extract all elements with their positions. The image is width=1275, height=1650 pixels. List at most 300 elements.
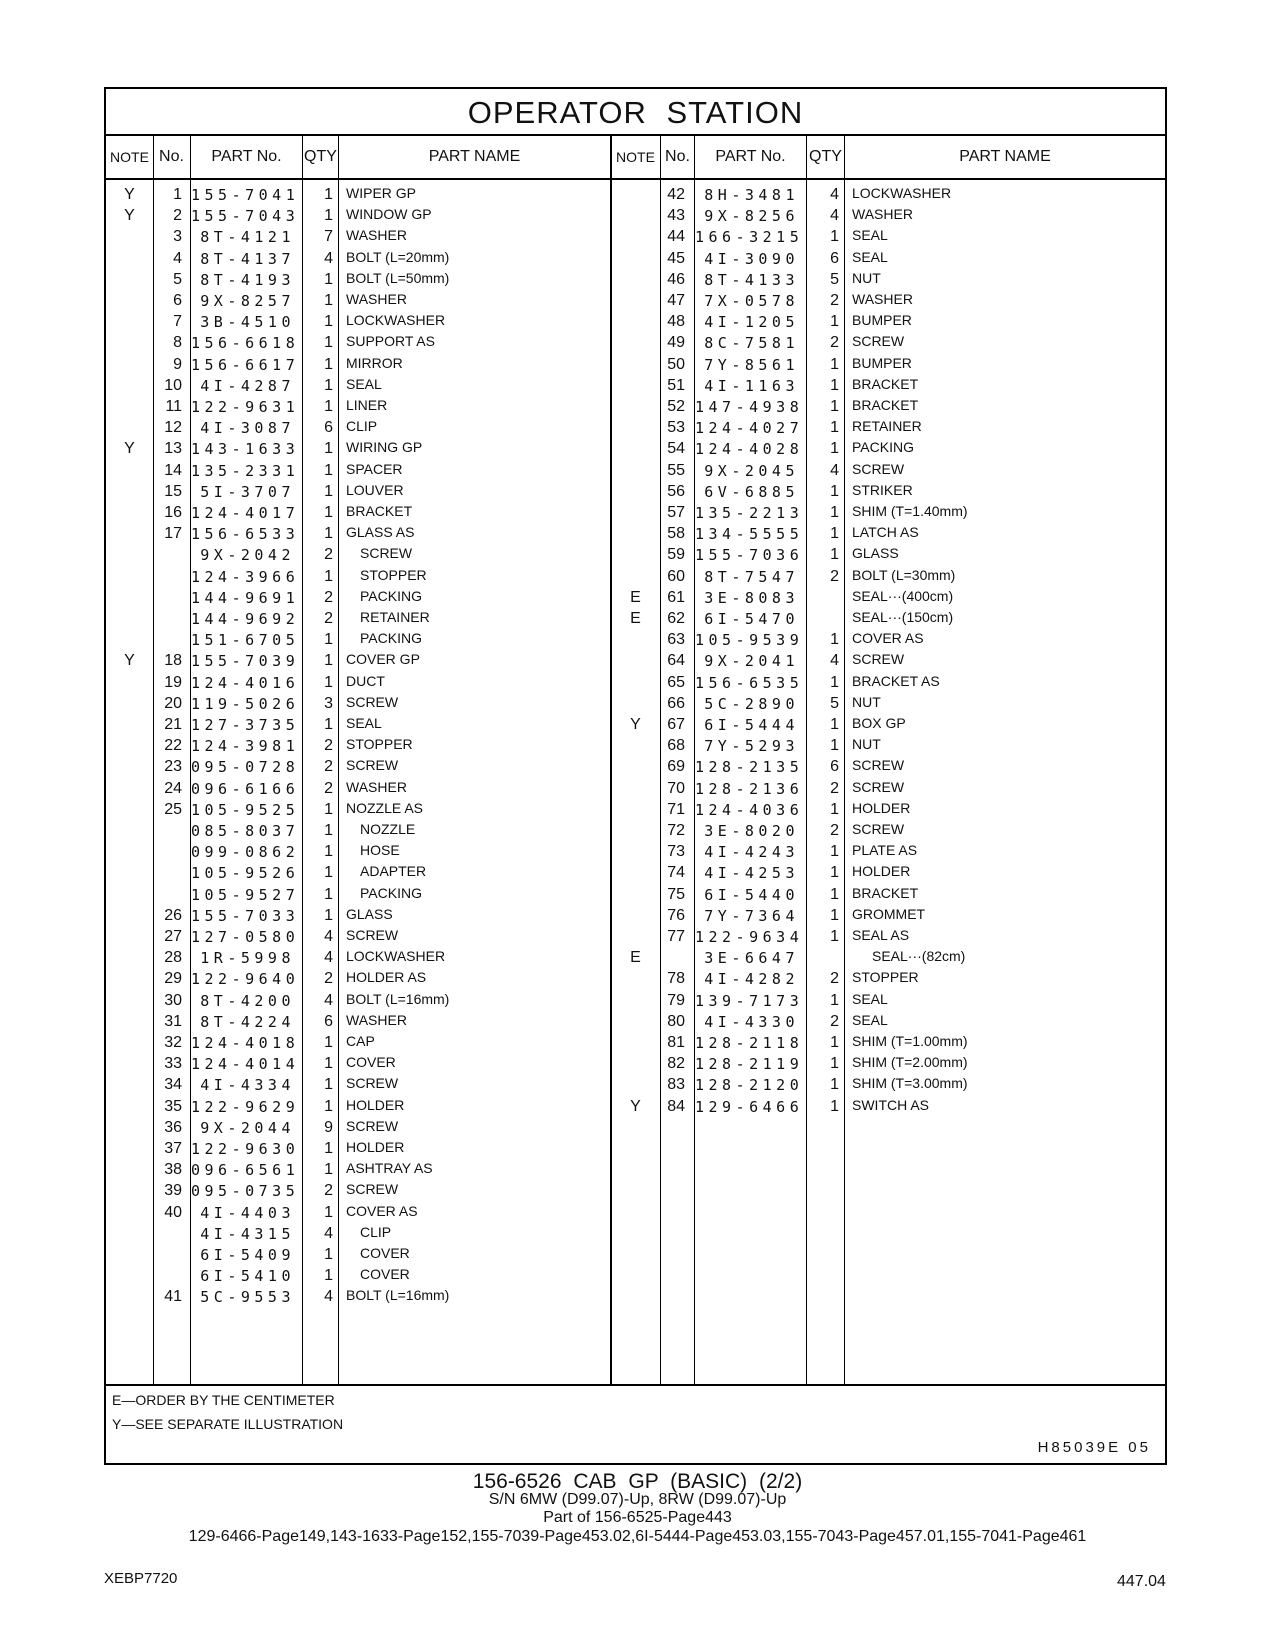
row-part-name: RETAINER bbox=[852, 418, 922, 435]
caption-title: 156-6526 CAB GP (BASIC) (2/2) bbox=[472, 1470, 803, 1493]
row-quantity: 1 bbox=[324, 355, 333, 373]
row-note bbox=[106, 990, 153, 1012]
row-part-name: CLIP bbox=[346, 418, 378, 435]
row-part-name: HOLDER bbox=[852, 799, 911, 816]
row-part-name: PACKING bbox=[852, 439, 914, 456]
row-part-name: SEAL bbox=[346, 375, 382, 392]
parts-list-body bbox=[106, 180, 1165, 1380]
row-number bbox=[154, 862, 182, 884]
row-number bbox=[154, 544, 182, 566]
row-number: 52 bbox=[667, 398, 685, 415]
row-number: 13 bbox=[164, 440, 182, 458]
row-quantity: 4 bbox=[830, 207, 839, 225]
row-number: 83 bbox=[667, 1076, 685, 1094]
row-quantity: 1 bbox=[324, 843, 333, 861]
row-quantity: 1 bbox=[324, 186, 333, 203]
row-part-name: WASHER bbox=[346, 291, 407, 307]
row-quantity bbox=[807, 608, 839, 630]
row-part-number: 155-7043 bbox=[191, 207, 300, 226]
row-part-name: LATCH AS bbox=[852, 524, 919, 541]
row-note bbox=[106, 778, 153, 800]
row-quantity: 1 bbox=[324, 822, 333, 839]
row-quantity: 1 bbox=[324, 567, 333, 585]
row-note bbox=[106, 693, 153, 715]
illustration-code: H85039E 05 bbox=[1037, 1439, 1151, 1456]
row-part-name: SUPPORT AS bbox=[346, 333, 435, 350]
row-quantity: 1 bbox=[830, 1076, 839, 1094]
row-note bbox=[106, 226, 153, 248]
row-part-name: SHIM (T=2.00mm) bbox=[852, 1054, 968, 1071]
row-number: 39 bbox=[164, 1182, 182, 1200]
row-part-name: WIRING GP bbox=[346, 439, 423, 456]
row-part-name: HOSE bbox=[360, 842, 400, 859]
row-note: Y bbox=[124, 207, 135, 225]
row-part-number: 5I-3707 bbox=[200, 482, 295, 501]
row-quantity: 1 bbox=[324, 207, 333, 225]
row-quantity: 2 bbox=[830, 822, 839, 839]
row-part-name: GLASS AS bbox=[346, 524, 415, 541]
row-quantity: 1 bbox=[830, 716, 839, 733]
row-part-number: 8T-4137 bbox=[200, 249, 295, 268]
row-number: 81 bbox=[667, 1034, 685, 1051]
row-number: 9 bbox=[173, 355, 182, 373]
row-number: 21 bbox=[164, 716, 182, 733]
row-note bbox=[106, 417, 153, 439]
row-part-number: 9X-2044 bbox=[200, 1118, 295, 1137]
row-part-name: PACKING bbox=[360, 587, 422, 604]
row-part-number: 134-5555 bbox=[695, 525, 804, 544]
row-part-number: 124-4036 bbox=[695, 800, 804, 819]
row-part-name: BOX GP bbox=[852, 715, 906, 731]
row-number: 71 bbox=[667, 800, 685, 818]
row-part-number: 122-9640 bbox=[191, 970, 300, 989]
row-number: 14 bbox=[164, 461, 182, 479]
row-part-name: WASHER bbox=[852, 206, 913, 223]
row-quantity: 6 bbox=[830, 758, 839, 776]
row-part-number: 6I-5444 bbox=[704, 716, 799, 734]
footnote-y: Y—SEE SEPARATE ILLUSTRATION bbox=[112, 1416, 344, 1432]
row-quantity: 1 bbox=[324, 1140, 333, 1157]
row-note bbox=[106, 1053, 153, 1075]
row-part-number: 7Y-5293 bbox=[704, 737, 799, 756]
row-number: 58 bbox=[667, 525, 685, 543]
row-note bbox=[611, 672, 660, 694]
row-quantity: 7 bbox=[324, 228, 333, 246]
row-part-name: SEAL bbox=[852, 1011, 888, 1028]
row-part-number: 122-9630 bbox=[191, 1140, 300, 1158]
row-part-number: 099-0862 bbox=[191, 843, 300, 862]
row-note: Y bbox=[630, 1097, 641, 1115]
row-number: 33 bbox=[164, 1055, 182, 1073]
row-part-name: HOLDER AS bbox=[346, 969, 427, 986]
row-number: 51 bbox=[667, 376, 685, 394]
row-part-number: 8T-4200 bbox=[200, 991, 295, 1010]
row-note bbox=[106, 1138, 153, 1160]
row-quantity: 1 bbox=[324, 885, 333, 903]
row-part-name: COVER AS bbox=[852, 630, 924, 647]
row-note bbox=[106, 502, 153, 524]
row-note bbox=[106, 714, 153, 736]
row-part-name: BUMPER bbox=[852, 354, 912, 371]
row-part-number: 5C-2890 bbox=[704, 694, 799, 713]
row-quantity: 1 bbox=[830, 673, 839, 691]
row-note bbox=[611, 354, 660, 376]
row-number: 65 bbox=[667, 673, 685, 691]
row-part-name: BRACKET AS bbox=[852, 672, 940, 689]
row-quantity: 2 bbox=[830, 779, 839, 797]
row-part-name: SCREW bbox=[346, 1181, 399, 1198]
row-note bbox=[106, 1265, 153, 1287]
row-part-name: WIPER GP bbox=[346, 185, 417, 201]
row-part-number: 9X-2042 bbox=[200, 546, 295, 565]
row-number: 57 bbox=[667, 504, 685, 521]
row-number: 22 bbox=[164, 737, 182, 755]
row-note bbox=[106, 375, 153, 397]
row-part-number: 4I-3087 bbox=[200, 419, 295, 438]
row-part-number: 095-0728 bbox=[191, 758, 300, 777]
row-note bbox=[611, 184, 660, 206]
row-number: 19 bbox=[164, 673, 182, 691]
row-part-name: RETAINER bbox=[360, 609, 430, 625]
row-part-name: PACKING bbox=[360, 630, 422, 647]
row-part-name: NUT bbox=[852, 693, 881, 710]
row-note bbox=[106, 1223, 153, 1245]
row-part-number: 085-8037 bbox=[191, 822, 300, 840]
row-part-number: 119-5026 bbox=[191, 694, 300, 713]
row-part-name: SCREW bbox=[852, 460, 905, 477]
row-part-number: 4I-4282 bbox=[704, 970, 799, 989]
row-number: 35 bbox=[164, 1097, 182, 1115]
row-note bbox=[106, 332, 153, 354]
notes-separator bbox=[106, 1384, 1165, 1386]
row-number: 38 bbox=[164, 1161, 182, 1179]
row-quantity: 6 bbox=[324, 419, 333, 437]
row-note bbox=[106, 968, 153, 990]
row-note bbox=[611, 311, 660, 333]
row-part-name: WASHER bbox=[346, 227, 407, 244]
row-part-name: LOCKWASHER bbox=[346, 948, 446, 965]
row-part-number: 156-6535 bbox=[695, 673, 804, 692]
row-note bbox=[611, 799, 660, 821]
row-number: 15 bbox=[164, 482, 182, 500]
row-part-number: 135-2331 bbox=[191, 461, 300, 480]
row-number: 3 bbox=[173, 228, 182, 246]
row-note bbox=[106, 354, 153, 376]
row-part-number: 105-9525 bbox=[191, 800, 300, 819]
row-note bbox=[106, 756, 153, 778]
row-part-name: STOPPER bbox=[346, 736, 413, 753]
header-no-left: No. bbox=[159, 148, 184, 165]
row-note bbox=[611, 1053, 660, 1075]
row-note bbox=[611, 905, 660, 927]
row-quantity: 1 bbox=[830, 313, 839, 331]
row-note bbox=[611, 862, 660, 884]
header-note-left: NOTE bbox=[110, 149, 149, 165]
header-qty-right: QTY bbox=[809, 148, 842, 165]
row-note bbox=[106, 460, 153, 482]
row-number: 50 bbox=[667, 355, 685, 373]
row-part-number: 156-6533 bbox=[191, 525, 300, 544]
row-number: 45 bbox=[667, 249, 685, 267]
row-part-name: SCREW bbox=[346, 757, 399, 774]
row-number: 64 bbox=[667, 652, 685, 670]
row-quantity: 2 bbox=[324, 610, 333, 627]
row-number: 24 bbox=[164, 779, 182, 797]
header-part-name-left: PART NAME bbox=[428, 148, 521, 165]
row-part-number: 8T-4193 bbox=[200, 270, 295, 289]
row-number: 41 bbox=[164, 1288, 182, 1306]
row-part-name: BUMPER bbox=[852, 312, 912, 329]
row-quantity: 4 bbox=[324, 991, 333, 1009]
row-part-name: BRACKET bbox=[346, 503, 413, 519]
row-quantity: 2 bbox=[830, 970, 839, 988]
row-quantity: 1 bbox=[324, 525, 333, 543]
row-part-name: SHIM (T=1.40mm) bbox=[852, 503, 968, 519]
row-part-number: 105-9539 bbox=[695, 631, 804, 650]
row-part-name: SWITCH AS bbox=[852, 1096, 930, 1113]
row-note bbox=[106, 1286, 153, 1308]
row-number bbox=[154, 841, 182, 863]
row-note bbox=[611, 990, 660, 1012]
row-quantity: 4 bbox=[324, 1224, 333, 1242]
row-quantity: 1 bbox=[324, 1076, 333, 1094]
row-quantity: 4 bbox=[324, 249, 333, 267]
row-part-number: 4I-4243 bbox=[704, 843, 799, 862]
row-part-name: GROMMET bbox=[852, 905, 926, 922]
row-note bbox=[611, 1074, 660, 1096]
row-part-name: COVER bbox=[360, 1245, 410, 1261]
row-part-number: 8T-4133 bbox=[704, 270, 799, 289]
row-part-number: 122-9631 bbox=[191, 398, 300, 416]
row-note bbox=[611, 968, 660, 990]
row-quantity: 1 bbox=[324, 1203, 333, 1221]
row-quantity: 1 bbox=[324, 906, 333, 924]
row-part-number: 128-2120 bbox=[695, 1076, 804, 1095]
row-part-name: LOCKWASHER bbox=[346, 312, 446, 329]
row-note bbox=[611, 205, 660, 227]
row-quantity: 2 bbox=[324, 588, 333, 606]
row-part-number: 4I-4315 bbox=[200, 1224, 295, 1243]
row-part-number: 8H-3481 bbox=[704, 186, 799, 204]
row-number: 68 bbox=[667, 737, 685, 755]
row-note bbox=[611, 332, 660, 354]
row-part-number: 4I-4253 bbox=[704, 864, 799, 883]
row-part-name: GLASS bbox=[346, 905, 393, 922]
row-note bbox=[106, 841, 153, 863]
row-quantity: 1 bbox=[830, 228, 839, 246]
row-quantity: 1 bbox=[324, 461, 333, 479]
row-part-name: SHIM (T=3.00mm) bbox=[852, 1075, 968, 1092]
row-part-name: SEAL bbox=[852, 990, 888, 1007]
row-number: 7 bbox=[173, 313, 182, 331]
row-part-number: 8T-4224 bbox=[200, 1012, 295, 1031]
row-note bbox=[106, 1117, 153, 1139]
row-number bbox=[154, 629, 182, 651]
row-part-name: NOZZLE bbox=[360, 821, 416, 837]
row-number: 84 bbox=[667, 1097, 685, 1115]
row-note bbox=[106, 799, 153, 821]
row-part-name: STOPPER bbox=[360, 566, 427, 583]
row-part-name: HOLDER bbox=[346, 1139, 405, 1155]
row-quantity: 1 bbox=[324, 334, 333, 352]
row-part-name: SCREW bbox=[346, 693, 399, 710]
document-id: XEBP7720 bbox=[104, 1570, 178, 1587]
row-number: 59 bbox=[667, 546, 685, 564]
row-number: 11 bbox=[165, 398, 182, 415]
row-part-number: 4I-3090 bbox=[704, 249, 799, 268]
row-number: 46 bbox=[667, 270, 685, 288]
row-part-name: NUT bbox=[852, 269, 881, 286]
row-quantity: 1 bbox=[830, 419, 839, 437]
row-note bbox=[106, 269, 153, 291]
header-part-no-left: PART No. bbox=[211, 148, 282, 165]
row-quantity: 1 bbox=[324, 398, 333, 415]
row-note bbox=[611, 396, 660, 418]
row-quantity: 6 bbox=[324, 1012, 333, 1030]
caption-part-of: Part of 156-6525-Page443 bbox=[543, 1509, 732, 1526]
row-part-name: SCREW bbox=[852, 333, 905, 350]
row-note bbox=[106, 1032, 153, 1054]
row-part-number: 6I-5410 bbox=[200, 1267, 295, 1286]
row-number: 80 bbox=[667, 1012, 685, 1030]
row-quantity: 4 bbox=[324, 1288, 333, 1306]
row-note: Y bbox=[124, 652, 135, 670]
row-number: 48 bbox=[667, 313, 685, 331]
row-note: E bbox=[630, 610, 641, 627]
row-part-number: 128-2135 bbox=[695, 758, 804, 777]
row-number bbox=[661, 947, 685, 969]
row-note bbox=[106, 1180, 153, 1202]
row-quantity: 2 bbox=[324, 970, 333, 988]
row-part-number: 155-7039 bbox=[191, 652, 300, 671]
row-quantity: 4 bbox=[324, 949, 333, 967]
row-note bbox=[106, 1244, 153, 1266]
row-part-name: STRIKER bbox=[852, 481, 913, 498]
row-note bbox=[611, 438, 660, 460]
row-note bbox=[106, 926, 153, 948]
row-quantity: 3 bbox=[324, 694, 333, 712]
row-note bbox=[611, 650, 660, 672]
row-part-number: 9X-2045 bbox=[704, 461, 799, 480]
row-quantity: 2 bbox=[324, 1182, 333, 1200]
row-note bbox=[106, 587, 153, 609]
row-number: 32 bbox=[164, 1034, 182, 1051]
row-part-number: 155-7033 bbox=[191, 906, 300, 925]
row-part-number: 096-6166 bbox=[191, 779, 300, 798]
row-number: 26 bbox=[164, 906, 182, 924]
row-number bbox=[154, 884, 182, 906]
row-part-number: 128-2118 bbox=[695, 1034, 804, 1052]
row-part-name: BOLT (L=50mm) bbox=[346, 269, 450, 286]
row-part-number: 3E-6647 bbox=[704, 949, 799, 968]
row-number: 23 bbox=[164, 758, 182, 776]
row-number: 82 bbox=[667, 1055, 685, 1073]
row-note bbox=[611, 544, 660, 566]
row-part-number: 4I-4330 bbox=[704, 1012, 799, 1031]
row-part-name: LOUVER bbox=[346, 481, 404, 498]
row-quantity: 1 bbox=[830, 504, 839, 521]
row-note bbox=[611, 841, 660, 863]
row-note bbox=[106, 947, 153, 969]
row-note bbox=[106, 884, 153, 906]
row-number: 5 bbox=[173, 270, 182, 288]
row-quantity: 1 bbox=[830, 737, 839, 755]
row-number: 34 bbox=[164, 1076, 182, 1094]
row-number: 47 bbox=[667, 292, 685, 309]
row-part-number: 9X-2041 bbox=[704, 652, 799, 671]
row-quantity: 4 bbox=[830, 186, 839, 203]
row-quantity: 4 bbox=[830, 652, 839, 670]
row-part-name: SCREW bbox=[346, 927, 399, 943]
row-note bbox=[611, 820, 660, 842]
row-quantity: 1 bbox=[324, 652, 333, 670]
row-note bbox=[611, 481, 660, 503]
row-part-name: SCREW bbox=[346, 1075, 399, 1092]
row-quantity: 1 bbox=[324, 376, 333, 394]
row-note bbox=[611, 926, 660, 948]
row-part-number: 128-2136 bbox=[695, 779, 804, 798]
row-part-name: SEAL···(150cm) bbox=[852, 609, 954, 625]
row-number: 1 bbox=[173, 186, 182, 203]
row-quantity: 1 bbox=[324, 504, 333, 521]
section-title: OPERATOR STATION bbox=[106, 89, 1165, 136]
row-quantity: 2 bbox=[324, 737, 333, 755]
row-part-number: 124-4027 bbox=[695, 419, 804, 438]
row-part-name: ADAPTER bbox=[360, 863, 427, 880]
row-number: 31 bbox=[164, 1012, 182, 1030]
row-part-name: SCREW bbox=[852, 757, 905, 774]
row-number: 42 bbox=[667, 186, 685, 203]
row-quantity: 2 bbox=[830, 567, 839, 585]
row-number: 4 bbox=[173, 249, 182, 267]
row-number: 79 bbox=[667, 991, 685, 1009]
row-part-number: 124-4014 bbox=[191, 1055, 300, 1074]
row-quantity: 1 bbox=[324, 313, 333, 331]
row-part-number: 124-4016 bbox=[191, 673, 300, 692]
row-note bbox=[611, 375, 660, 397]
row-number: 63 bbox=[667, 631, 685, 649]
row-part-number: 9X-8256 bbox=[704, 207, 799, 226]
row-quantity: 1 bbox=[830, 843, 839, 861]
header-no-right: No. bbox=[665, 148, 690, 165]
header-part-name-right: PART NAME bbox=[959, 148, 1051, 165]
row-number: 17 bbox=[164, 525, 182, 543]
row-part-name: WASHER bbox=[346, 1011, 407, 1028]
row-number: 75 bbox=[667, 885, 685, 903]
row-number: 18 bbox=[164, 652, 182, 670]
row-part-name: COVER AS bbox=[346, 1202, 418, 1219]
row-part-name: COVER GP bbox=[346, 651, 420, 668]
caption-references: 129-6466-Page149,143-1633-Page152,155-7039-Page453.02,6I-5444-Page453.03,155-7043-Page457.01,155-7041-Page461 bbox=[188, 1528, 1087, 1545]
row-number: 73 bbox=[667, 843, 685, 861]
row-part-number: 8T-7547 bbox=[704, 567, 799, 586]
row-part-number: 151-6705 bbox=[191, 631, 300, 650]
row-part-number: 4I-4403 bbox=[200, 1203, 295, 1222]
row-quantity: 1 bbox=[830, 482, 839, 500]
row-number: 12 bbox=[164, 419, 182, 437]
row-part-name: CAP bbox=[346, 1033, 375, 1049]
row-part-number: 7Y-8561 bbox=[704, 355, 799, 374]
header-qty-left: QTY bbox=[304, 148, 337, 165]
row-note bbox=[106, 481, 153, 503]
row-number: 27 bbox=[164, 928, 182, 945]
row-note bbox=[611, 778, 660, 800]
row-quantity: 1 bbox=[830, 928, 839, 945]
row-quantity: 1 bbox=[830, 800, 839, 818]
row-part-number: 4I-4287 bbox=[200, 376, 295, 395]
row-number: 76 bbox=[667, 906, 685, 924]
row-part-name: PACKING bbox=[360, 884, 422, 901]
